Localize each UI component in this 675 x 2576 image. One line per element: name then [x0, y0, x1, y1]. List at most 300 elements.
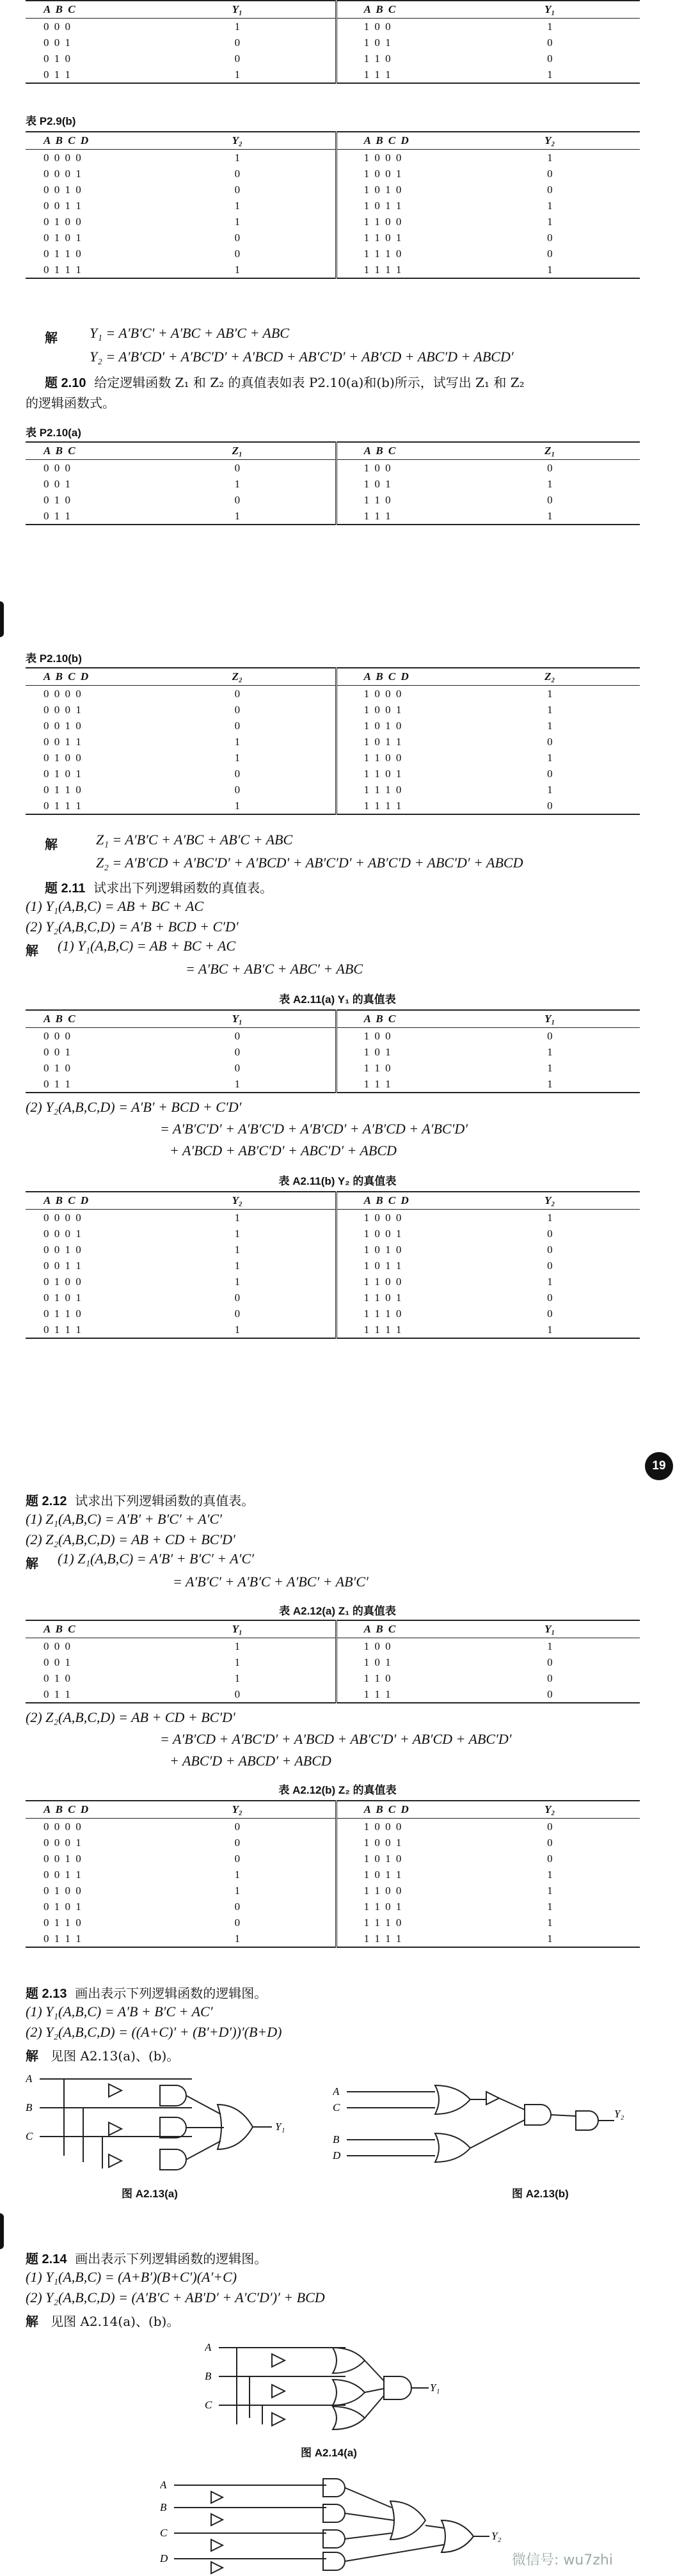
col-z1: Z₁ [544, 445, 555, 457]
logic-diagram-a2-13b [333, 2079, 627, 2175]
output-value: 1 [139, 1931, 336, 1947]
solution-label: 解 [26, 2315, 38, 2329]
output-value: 1 [139, 198, 336, 214]
output-value: 0 [547, 1655, 553, 1668]
output-value: 1 [139, 1638, 336, 1655]
col-abc: A B C [363, 3, 397, 15]
table-row [26, 508, 640, 525]
solution-step: = A′B′CD + A′BC′D′ + A′BCD + AB′C′D′ + AB′CD + ABC′D′ [160, 1731, 512, 1747]
output-value: 0 [547, 52, 553, 65]
output-value: 0 [139, 35, 336, 51]
output-value: 1 [547, 1323, 553, 1336]
output-value: 0 [139, 1686, 336, 1703]
and-gate [323, 2479, 345, 2497]
solution-label: 解 [26, 2050, 38, 2064]
signal-a: A [205, 2341, 212, 2353]
input-values: 0 1 1 0 [44, 783, 83, 796]
table-row [26, 1274, 640, 1290]
input-values: 1 1 0 0 [363, 215, 403, 228]
and-gate [525, 2105, 551, 2125]
table-caption: 表 P2.10(b) [26, 652, 82, 665]
table-row [26, 1210, 640, 1226]
input-values: 1 1 0 [363, 493, 392, 506]
output-value: 0 [547, 1291, 553, 1304]
solution-label: 解 [26, 1557, 38, 1571]
input-values: 0 0 0 1 [44, 167, 83, 180]
solution-text: 见图 A2.13(a)、(b)。 [51, 2048, 180, 2064]
col-y1: Y₁ [139, 1, 336, 19]
input-values: 0 1 0 1 [44, 767, 83, 780]
output-value: 0 [139, 1915, 336, 1931]
signal-a: A [26, 2073, 33, 2085]
problem-number: 题 2.12 [26, 1494, 67, 1508]
output-value: 0 [139, 1851, 336, 1867]
output-value: 1 [547, 1211, 553, 1224]
signal-c: C [26, 2130, 33, 2142]
truth-table-p2-10a [26, 441, 640, 525]
output-value: 1 [139, 508, 336, 525]
signal-y1: Y₁ [275, 2121, 285, 2133]
table-row [26, 150, 640, 166]
output-value: 0 [547, 1259, 553, 1272]
input-values: 1 1 1 [363, 1687, 392, 1700]
output-value: 1 [547, 477, 553, 490]
signal-c: C [205, 2399, 212, 2411]
table-caption: 表 A2.12(a) Z₁ 的真值表 [279, 1605, 396, 1617]
output-value: 1 [547, 1077, 553, 1090]
input-values: 0 0 0 [44, 1029, 72, 1042]
output-value: 1 [139, 1274, 336, 1290]
col-y1: Y₁ [544, 1013, 555, 1025]
output-value: 1 [139, 1076, 336, 1093]
input-values: 0 0 1 0 [44, 1852, 83, 1865]
output-value: 1 [547, 151, 553, 164]
problem-text: 画出表示下列逻辑函数的逻辑图。 [75, 2251, 267, 2266]
output-value: 1 [139, 1883, 336, 1899]
col-abc: A B C [44, 1623, 77, 1635]
not-gate [109, 2154, 122, 2167]
table-row [26, 67, 640, 83]
output-value: 0 [139, 702, 336, 718]
input-values: 0 1 0 1 [44, 231, 83, 244]
output-value: 0 [139, 782, 336, 798]
and-gate [323, 2504, 345, 2522]
input-values: 0 1 0 [44, 1671, 72, 1684]
table-row [26, 1076, 640, 1093]
input-values: 0 1 1 1 [44, 1932, 83, 1945]
output-value: 0 [139, 492, 336, 508]
or-gate [333, 2348, 365, 2373]
output-value: 0 [547, 231, 553, 244]
table-row [26, 19, 640, 35]
output-value: 0 [547, 461, 553, 474]
output-value: 0 [547, 1687, 553, 1700]
problem-number: 题 2.13 [26, 1987, 67, 2001]
not-gate [211, 2540, 223, 2551]
col-abcd: A B C D [363, 670, 410, 683]
solution-step: = A′B′C′D′ + A′B′C′D + A′B′CD′ + A′B′CD + A′BC′D′ [160, 1121, 468, 1137]
nor-gate [390, 2501, 425, 2540]
question-2: (2) Y₂(A,B,C,D) = (A′B′C + AB′D′ + A′C′D′)′ + BCD [26, 2289, 325, 2305]
input-values: 1 0 0 0 [363, 1211, 403, 1224]
output-value: 0 [139, 460, 336, 477]
and-gate [576, 2111, 598, 2130]
table-caption: 表 A2.11(a) Y₁ 的真值表 [279, 993, 396, 1006]
solution-step: (1) Y₁(A,B,C) = AB + BC + AC [58, 938, 236, 954]
input-values: 0 0 1 0 [44, 183, 83, 196]
problem-number: 题 2.14 [26, 2252, 67, 2266]
input-values: 1 1 0 [363, 52, 392, 65]
question-2: (2) Y₂(A,B,C,D) = ((A+C)′ + (B′+D′))′(B+D) [26, 2024, 282, 2040]
and-gate [323, 2530, 345, 2548]
problem-2-10 [45, 372, 525, 391]
input-values: 1 0 0 0 [363, 687, 403, 700]
col-y2: Y₂ [544, 1194, 555, 1206]
input-values: 1 1 1 0 [363, 783, 403, 796]
table-row [26, 246, 640, 262]
output-value: 1 [547, 263, 553, 276]
output-value: 0 [139, 1028, 336, 1045]
table-row [26, 750, 640, 766]
input-values: 1 0 0 0 [363, 151, 403, 164]
table-caption: 表 P2.10(a) [26, 427, 81, 439]
output-value: 0 [139, 230, 336, 246]
output-value: 0 [547, 1307, 553, 1320]
col-abc: A B C [363, 445, 397, 457]
signal-c: C [160, 2527, 168, 2539]
and-gate [384, 2376, 411, 2399]
col-abcd: A B C D [44, 1803, 90, 1815]
output-value: 0 [139, 166, 336, 182]
input-values: 0 1 0 0 [44, 1275, 83, 1288]
equation-z2: Z₂ = A′B′CD + A′BC′D′ + A′BCD′ + AB′C′D′ + AB′C′D + ABC′D′ + ABCD [96, 855, 523, 871]
input-values: 1 1 1 [363, 1077, 392, 1090]
not-gate [272, 2413, 285, 2426]
input-values: 0 1 1 [44, 509, 72, 522]
equation-z1: Z₁ = A′B′C + A′BC + AB′C + ABC [96, 832, 293, 848]
or-gate [435, 2085, 470, 2114]
table-row [26, 1654, 640, 1670]
output-value: 0 [547, 247, 553, 260]
signal-b: B [26, 2101, 33, 2114]
output-value: 0 [139, 1044, 336, 1060]
col-abc: A B C [44, 1013, 77, 1025]
output-value: 1 [139, 1210, 336, 1226]
problem-text: 画出表示下列逻辑函数的逻辑图。 [75, 1986, 267, 2001]
table-row [26, 1686, 640, 1703]
table-row [26, 182, 640, 198]
solution-line [26, 2311, 179, 2330]
solution-step: + A′BCD + AB′C′D′ + ABC′D′ + ABCD [170, 1142, 397, 1158]
input-values: 1 1 1 0 [363, 1916, 403, 1929]
col-y1: Y₁ [139, 1620, 336, 1638]
col-y2: Y₂ [544, 1803, 555, 1815]
output-value: 1 [139, 1258, 336, 1274]
col-abcd: A B C D [363, 1194, 410, 1206]
input-values: 0 1 1 [44, 68, 72, 81]
signal-a: A [160, 2479, 167, 2491]
table-row [26, 1670, 640, 1686]
output-value: 0 [547, 36, 553, 49]
input-values: 1 1 0 1 [363, 1900, 403, 1913]
question-1: (1) Y₁(A,B,C) = AB + BC + AC [26, 898, 204, 914]
output-value: 0 [547, 1029, 553, 1042]
table-caption: 表 A2.12(b) Z₂ 的真值表 [278, 1784, 397, 1796]
input-values: 1 1 0 1 [363, 767, 403, 780]
solution-text: 见图 A2.14(a)、(b)。 [51, 2314, 180, 2329]
input-values: 1 0 0 1 [363, 703, 403, 716]
output-value: 1 [139, 798, 336, 814]
table-row [26, 476, 640, 492]
output-value: 1 [547, 1916, 553, 1929]
or-gate [333, 2380, 365, 2405]
solution-step: (2) Z₂(A,B,C,D) = AB + CD + BC′D′ [26, 1709, 235, 1725]
input-values: 1 1 1 1 [363, 1323, 403, 1336]
table-row [26, 1883, 640, 1899]
not-gate [109, 2122, 122, 2135]
col-abcd: A B C D [363, 1803, 410, 1815]
solution-step: (2) Y₂(A,B,C,D) = A′B′ + BCD + C′D′ [26, 1099, 242, 1115]
table-row [26, 1060, 640, 1076]
input-values: 0 1 1 1 [44, 799, 83, 812]
solution-line [26, 2046, 179, 2064]
output-value: 1 [547, 20, 553, 33]
solution-label: 解 [45, 331, 58, 345]
col-y2: Y₂ [544, 134, 555, 146]
col-z2: Z₂ [139, 668, 336, 686]
output-value: 1 [139, 734, 336, 750]
output-value: 1 [139, 1242, 336, 1258]
output-value: 1 [139, 67, 336, 83]
output-value: 0 [547, 1820, 553, 1833]
col-abcd: A B C D [44, 1194, 90, 1206]
table-row [26, 782, 640, 798]
and-gate [323, 2552, 345, 2570]
input-values: 1 1 0 [363, 1671, 392, 1684]
input-values: 1 0 1 [363, 1655, 392, 1668]
input-values: 0 0 1 1 [44, 735, 83, 748]
table-row [26, 35, 640, 51]
table-row [26, 51, 640, 67]
input-values: 1 1 1 1 [363, 1932, 403, 1945]
input-values: 0 1 0 1 [44, 1900, 83, 1913]
input-values: 1 0 0 [363, 461, 392, 474]
col-y2: Y₂ [139, 1801, 336, 1819]
input-values: 1 0 1 0 [363, 1243, 403, 1256]
input-values: 1 1 1 [363, 68, 392, 81]
input-values: 0 0 1 [44, 477, 72, 490]
and-gate [160, 2149, 186, 2170]
problem-2-11 [45, 878, 273, 896]
input-values: 1 0 1 0 [363, 719, 403, 732]
input-values: 1 0 1 0 [363, 1852, 403, 1865]
output-value: 1 [139, 1226, 336, 1242]
input-values: 0 0 0 1 [44, 1836, 83, 1849]
output-value: 0 [139, 182, 336, 198]
output-value: 1 [547, 751, 553, 764]
col-abc: A B C [44, 445, 77, 457]
table-row [26, 1044, 640, 1060]
input-values: 0 1 1 0 [44, 1916, 83, 1929]
signal-y1: Y₁ [430, 2382, 440, 2394]
output-value: 0 [139, 1899, 336, 1915]
question-1: (1) Y₁(A,B,C) = (A+B′)(B+C′)(A′+C) [26, 2269, 237, 2285]
input-values: 0 0 1 1 [44, 1259, 83, 1272]
output-value: 1 [547, 509, 553, 522]
output-value: 1 [547, 68, 553, 81]
input-values: 0 1 1 [44, 1077, 72, 1090]
input-values: 1 1 1 [363, 509, 392, 522]
input-values: 1 1 0 1 [363, 231, 403, 244]
input-values: 1 1 1 0 [363, 247, 403, 260]
table-row [26, 262, 640, 278]
output-value: 1 [139, 1670, 336, 1686]
table-row [26, 460, 640, 477]
table-row [26, 1322, 640, 1338]
signal-b: B [333, 2133, 340, 2145]
input-values: 1 0 0 [363, 1029, 392, 1042]
table-row [26, 230, 640, 246]
table-row [26, 1226, 640, 1242]
not-gate [486, 2092, 499, 2105]
input-values: 1 0 0 [363, 1640, 392, 1652]
output-value: 0 [139, 246, 336, 262]
table-row [26, 1867, 640, 1883]
input-values: 1 0 0 [363, 20, 392, 33]
output-value: 1 [139, 262, 336, 278]
table-row [26, 198, 640, 214]
input-values: 1 1 0 0 [363, 1275, 403, 1288]
problem-text-cont: 的逻辑函数式。 [26, 395, 115, 411]
output-value: 1 [547, 703, 553, 716]
input-values: 0 0 0 0 [44, 1211, 83, 1224]
output-value: 0 [547, 493, 553, 506]
input-values: 1 0 1 0 [363, 183, 403, 196]
output-value: 0 [547, 1852, 553, 1865]
input-values: 1 0 0 1 [363, 1227, 403, 1240]
col-y2: Y₂ [139, 132, 336, 150]
output-value: 1 [139, 750, 336, 766]
table-row [26, 766, 640, 782]
problem-2-12 [26, 1490, 254, 1509]
problem-number: 题 2.10 [45, 376, 86, 390]
input-values: 1 0 1 1 [363, 199, 403, 212]
input-values: 0 0 0 1 [44, 703, 83, 716]
problem-text: 给定逻辑函数 Z₁ 和 Z₂ 的真值表如表 P2.10(a)和(b)所示，试写出 Z₁ 和 Z₂ [94, 375, 525, 390]
logic-diagram-a2-13a [26, 2066, 294, 2175]
input-values: 0 0 1 0 [44, 719, 83, 732]
figure-caption: 图 A2.13(b) [512, 2188, 569, 2200]
table-row [26, 1638, 640, 1655]
not-gate [211, 2514, 223, 2525]
table-row [26, 1915, 640, 1931]
logic-diagram-a2-14a [205, 2335, 448, 2431]
table-row [26, 1028, 640, 1045]
input-values: 0 0 1 1 [44, 199, 83, 212]
table-row [26, 734, 640, 750]
output-value: 0 [139, 1835, 336, 1851]
or-gate [441, 2520, 473, 2552]
truth-table-a2-11b [26, 1191, 640, 1339]
solution-step: + ABC′D + ABCD′ + ABCD [170, 1753, 331, 1769]
input-values: 1 0 1 [363, 477, 392, 490]
input-values: 1 0 0 0 [363, 1820, 403, 1833]
solution-step: = A′BC + AB′C + ABC′ + ABC [186, 961, 363, 977]
table-row [26, 1306, 640, 1322]
col-y1: Y₁ [139, 1010, 336, 1028]
output-value: 1 [547, 1045, 553, 1058]
watermark: 微信号: wu7zhi [512, 2552, 613, 2568]
figure-caption: 图 A2.13(a) [122, 2188, 178, 2200]
output-value: 0 [547, 167, 553, 180]
input-values: 0 1 0 [44, 1061, 72, 1074]
output-value: 1 [139, 19, 336, 35]
logic-diagram-a2-14b [160, 2476, 505, 2575]
input-values: 0 1 0 0 [44, 215, 83, 228]
output-value: 0 [547, 735, 553, 748]
input-values: 0 1 0 0 [44, 1884, 83, 1897]
output-value: 0 [139, 718, 336, 734]
col-z2: Z₂ [544, 670, 555, 683]
output-value: 0 [139, 1306, 336, 1322]
question-1: (1) Z₁(A,B,C) = A′B′ + B′C′ + A′C′ [26, 1511, 222, 1527]
signal-b: B [205, 2370, 212, 2382]
output-value: 0 [139, 51, 336, 67]
output-value: 0 [547, 1836, 553, 1849]
page-edge-mark [0, 601, 4, 637]
question-1: (1) Y₁(A,B,C) = A′B + B′C + AC′ [26, 2003, 213, 2019]
not-gate [211, 2492, 223, 2503]
input-values: 0 0 0 [44, 20, 72, 33]
output-value: 0 [139, 686, 336, 702]
table-row [26, 1835, 640, 1851]
input-values: 1 0 0 1 [363, 1836, 403, 1849]
page-number-badge: 19 [645, 1452, 673, 1480]
problem-text: 试求出下列逻辑函数的真值表。 [75, 1493, 255, 1508]
output-value: 0 [547, 1243, 553, 1256]
question-2: (2) Y₂(A,B,C,D) = A′B + BCD + C′D′ [26, 919, 239, 935]
signal-y2: Y₂ [614, 2108, 624, 2120]
input-values: 1 0 1 1 [363, 1868, 403, 1881]
and-gate [160, 2117, 186, 2138]
signal-b: B [160, 2501, 167, 2513]
table-row [26, 1258, 640, 1274]
question-2: (2) Z₂(A,B,C,D) = AB + CD + BC′D′ [26, 1531, 235, 1547]
problem-2-14 [26, 2248, 267, 2267]
table-row [26, 166, 640, 182]
input-values: 0 1 1 1 [44, 263, 83, 276]
output-value: 1 [547, 1640, 553, 1652]
truth-table-a2-12b [26, 1800, 640, 1948]
truth-table-p2-9b [26, 131, 640, 279]
input-values: 0 0 0 [44, 461, 72, 474]
solution-step: (1) Z₁(A,B,C) = A′B′ + B′C′ + A′C′ [58, 1551, 254, 1567]
table-row [26, 686, 640, 702]
not-gate [109, 2084, 122, 2097]
figure-caption: 图 A2.14(a) [301, 2447, 357, 2459]
output-value: 1 [139, 1654, 336, 1670]
signal-a: A [333, 2085, 340, 2098]
table-row [26, 1290, 640, 1306]
input-values: 0 1 1 0 [44, 1307, 83, 1320]
input-values: 0 0 1 [44, 1655, 72, 1668]
truth-table-p2-10b [26, 667, 640, 815]
input-values: 1 0 0 1 [363, 167, 403, 180]
input-values: 0 1 0 [44, 52, 72, 65]
output-value: 0 [139, 1060, 336, 1076]
input-values: 1 1 1 1 [363, 263, 403, 276]
or-gate [435, 2133, 470, 2162]
